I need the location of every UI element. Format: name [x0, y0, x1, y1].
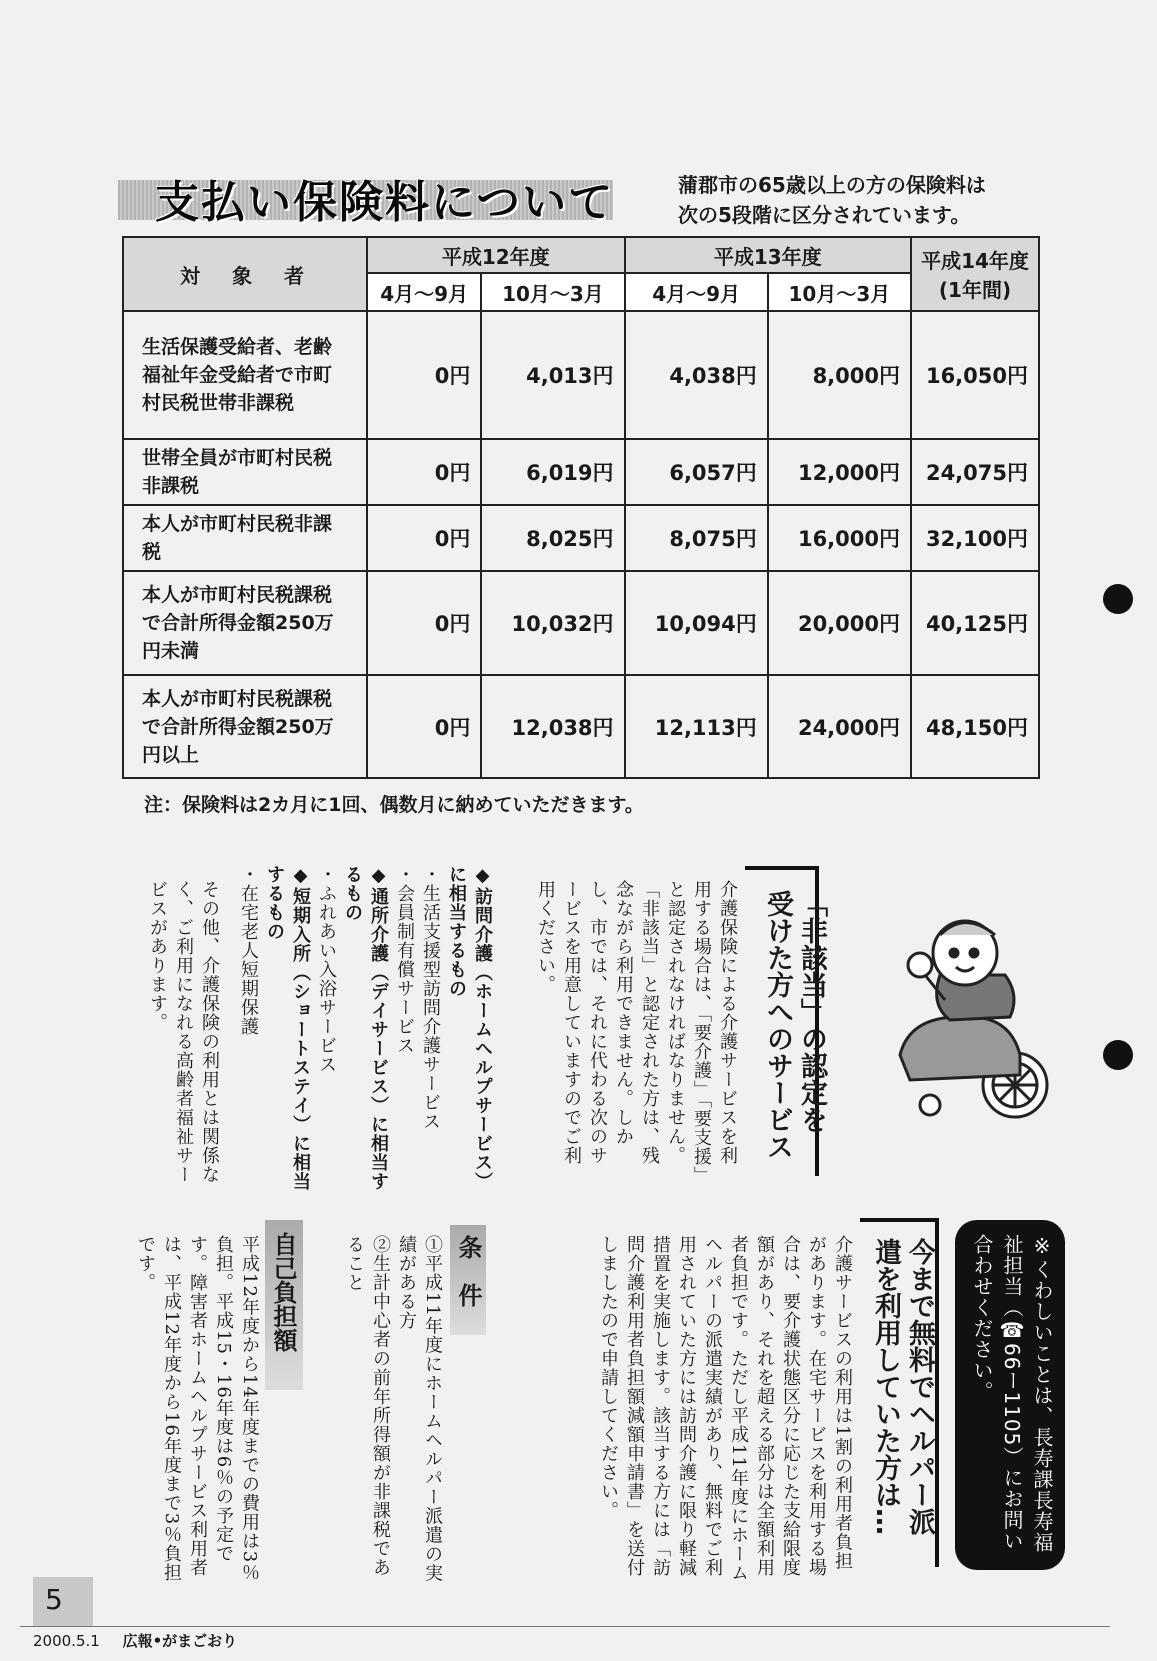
cell-value: 6,019円	[481, 439, 624, 505]
intro-line-1: 蒲郡市の65歳以上の方の保険料は	[678, 173, 986, 197]
section2-heading-line-1: 今まで無料でヘルパー派	[904, 1238, 935, 1535]
intro-text	[678, 170, 986, 230]
service-title-day-service: ◆通所介護（デイサービス）に相当するもの	[342, 865, 389, 1191]
section1-heading-line-2: 受けた方へのサービス	[762, 890, 793, 1160]
section2-heading	[868, 1238, 936, 1558]
binder-hole-dot	[1103, 584, 1133, 614]
cell-value: 16,050円	[911, 311, 1039, 439]
header-h13-apr-sep: 4月〜9月	[625, 273, 768, 311]
conditions-list	[345, 1235, 445, 1585]
page-title: 支払い保険料について	[155, 177, 615, 228]
cell-value: 8,025円	[481, 505, 624, 571]
table-note: 注：保険料は2カ月に1回、偶数月に納めていただきます。	[144, 794, 644, 816]
cell-value: 4,013円	[481, 311, 624, 439]
service-item: ・ふれあい入浴サービス	[316, 865, 337, 1074]
cell-value: 0円	[367, 505, 481, 571]
header-h14-label: 平成14年度	[921, 249, 1029, 273]
contact-text: ※くわしいことは、長寿課長寿福祉担当（☎66ー1105）にお問い合わせください。	[970, 1234, 1054, 1553]
cell-value: 12,113円	[625, 675, 768, 778]
section1-heading	[760, 890, 828, 1170]
row-label: 生活保護受給者、老齢福祉年金受給者で市町村民税世帯非課税	[123, 311, 367, 439]
section1-services	[238, 865, 495, 1195]
intro-line-2: 次の5段階に区分されています。	[678, 203, 971, 227]
service-item: ・在宅老人短期保護	[238, 865, 259, 1036]
cell-value: 32,100円	[911, 505, 1039, 571]
table-row	[123, 505, 1039, 571]
page-number-box	[33, 1577, 93, 1627]
header-h13-oct-mar: 10月〜3月	[768, 273, 911, 311]
header-h14	[911, 237, 1039, 311]
service-title-short-stay: ◆短期入所（ショートステイ）に相当するもの	[264, 865, 311, 1191]
cell-value: 16,000円	[768, 505, 911, 571]
section2-heading-line-2: 遣を利用していた方は…	[870, 1238, 901, 1535]
binder-hole-dot	[1103, 1040, 1133, 1070]
header-h14-sub: (1年間)	[938, 278, 1012, 302]
premium-table	[122, 236, 1040, 779]
header-h12-apr-sep: 4月〜9月	[367, 273, 481, 311]
cell-value: 12,000円	[768, 439, 911, 505]
cell-value: 40,125円	[911, 571, 1039, 675]
header-target: 対 象 者	[123, 237, 367, 311]
cell-value: 0円	[367, 439, 481, 505]
cell-value: 24,075円	[911, 439, 1039, 505]
header-h12: 平成12年度	[367, 237, 625, 273]
row-label: 本人が市町村民税非課税	[123, 505, 367, 571]
conditions-heading: 条 件	[454, 1235, 482, 1307]
cell-value: 0円	[367, 311, 481, 439]
cell-value: 8,075円	[625, 505, 768, 571]
cell-value: 20,000円	[768, 571, 911, 675]
service-title-home-help: ◆訪問介護（ホームヘルプサービス）に相当するもの	[446, 865, 493, 1191]
section1-body: 介護保険による介護サービスを利用する場合は、「要介護」「要支援」と認定されなければなりません。「非該当」と認定された方は、残念ながら利用できません。しかし、市では、それに代わる次のサービスを用意していますのでご利用ください。	[535, 880, 738, 1176]
table-row	[123, 311, 1039, 439]
cell-value: 8,000円	[768, 311, 911, 439]
table-row	[123, 571, 1039, 675]
wheelchair-illustration	[870, 905, 1070, 1120]
section1-closing: その他、介護保険の利用とは関係なく、ご利用になれる高齢者福祉サービスがあります。	[147, 880, 220, 1184]
row-label: 本人が市町村民税課税で合計所得金額250万円以上	[123, 675, 367, 778]
condition-item: ②生計中心者の前年所得額が非課税であること	[344, 1235, 391, 1577]
footer-publication: 広報•がまごおり	[122, 1632, 238, 1650]
row-label: 本人が市町村民税課税で合計所得金額250万円未満	[123, 571, 367, 675]
header-h13: 平成13年度	[625, 237, 911, 273]
row-label: 世帯全員が市町村民税非課税	[123, 439, 367, 505]
footer-date: 2000.5.1	[33, 1632, 100, 1650]
cell-value: 0円	[367, 571, 481, 675]
cell-value: 12,038円	[481, 675, 624, 778]
service-item: ・生活支援型訪問介護サービス	[420, 865, 441, 1131]
self-pay-heading: 自己負担額	[269, 1232, 297, 1352]
cell-value: 4,038円	[625, 311, 768, 439]
footer	[33, 1630, 237, 1651]
cell-value: 10,032円	[481, 571, 624, 675]
section2-body: 介護サービスの利用は1割の利用者負担があります。在宅サービスを利用する場合は、要介護状態区分に応じた支給限度額があり、それを超える部分は全額利用者負担です。ただし平成11年度にホームヘルパーの派遣実績があり、無料でご利用されていた方には訪問介護に限り軽減措置を実施します。該当する方には「訪問介護利用者負担額減額申請書」を送付しましたので申請してください。	[598, 1235, 853, 1583]
cell-value: 48,150円	[911, 675, 1039, 778]
header-h12-oct-mar: 10月〜3月	[481, 273, 624, 311]
table-row	[123, 439, 1039, 505]
cell-value: 6,057円	[625, 439, 768, 505]
page-number: 5	[45, 1583, 63, 1616]
section1-heading-line-1: 「非該当」の認定を	[796, 890, 827, 1133]
cell-value: 10,094円	[625, 571, 768, 675]
cell-value: 0円	[367, 675, 481, 778]
footer-rule	[20, 1626, 1110, 1627]
table-row	[123, 675, 1039, 778]
cell-value: 24,000円	[768, 675, 911, 778]
contact-box	[955, 1220, 1065, 1570]
self-pay-body: 平成12年度から14年度までの費用は3％負担。平成15・16年度は6％の予定です。障害者ホームヘルプサービス利用者は、平成12年度から16年度まで3％負担です。	[135, 1235, 260, 1583]
service-item: ・会員制有償サービス	[394, 865, 415, 1055]
condition-item: ①平成11年度にホームヘルパー派遣の実績がある方	[396, 1235, 443, 1583]
